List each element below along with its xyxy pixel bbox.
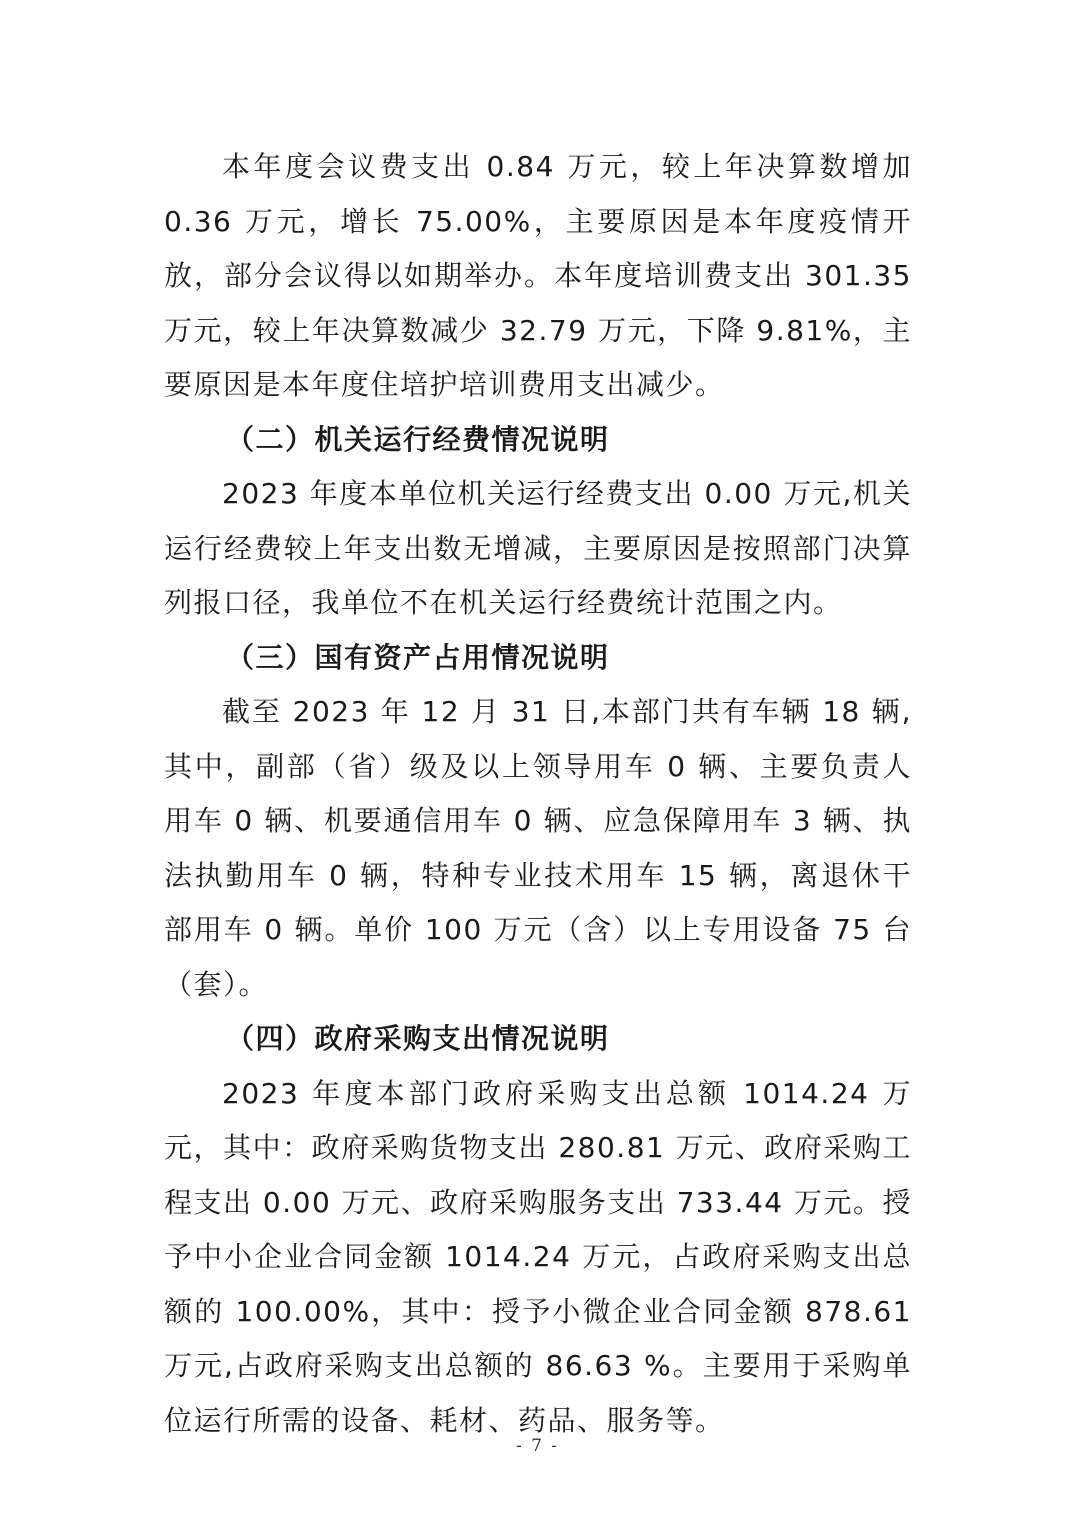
heading-state-assets: （三）国有资产占用情况说明 <box>226 640 610 674</box>
paragraph-state-assets: 截至 2023 年 12 月 31 日,本部门共有车辆 18 辆,其中，副部（省）级及以上领导用车 0 辆、主要负责人用车 0 辆、机要通信用车 0 辆、应急保障用车 3 辆、执法执勤用车 0 辆，特种专业技术用车 15 辆，离退休干部用车 0 辆。单价 100 万元（含）以上专用设备 75 台（套）。 <box>164 695 912 1001</box>
paragraph-government-procurement: 2023 年度本部门政府采购支出总额 1014.24 万元，其中：政府采购货物支出 280.81 万元、政府采购工程支出 0.00 万元、政府采购服务支出 733.44 万元。授予中小企业合同金额 1014.24 万元，占政府采购支出总额的 100.00%，其中：授予小微企业合同金额 878.61 万元,占政府采购支出总额的 86.63 %。主要用于采购单位运行所需的设备、耗材、药品、服务等。 <box>164 1076 912 1437</box>
page-number: - 7 - <box>515 1436 560 1456</box>
heading-office-operation-funds: （二）机关运行经费情况说明 <box>226 422 610 456</box>
paragraph-meeting-training-fees: 本年度会议费支出 0.84 万元，较上年决算数增加 0.36 万元，增长 75.00%，主要原因是本年度疫情开放，部分会议得以如期举办。本年度培训费支出 301.35 万元，较上年决算数减少 32.79 万元，下降 9.81%，主要原因是本年度住培护培训费用支出减少。 <box>164 150 912 401</box>
paragraph-office-operation-funds: 2023 年度本单位机关运行经费支出 0.00 万元,机关运行经费较上年支出数无增减，主要原因是按照部门决算列报口径，我单位不在机关运行经费统计范围之内。 <box>164 477 912 619</box>
heading-government-procurement: （四）政府采购支出情况说明 <box>226 1022 610 1055</box>
document-body <box>164 140 912 1448</box>
